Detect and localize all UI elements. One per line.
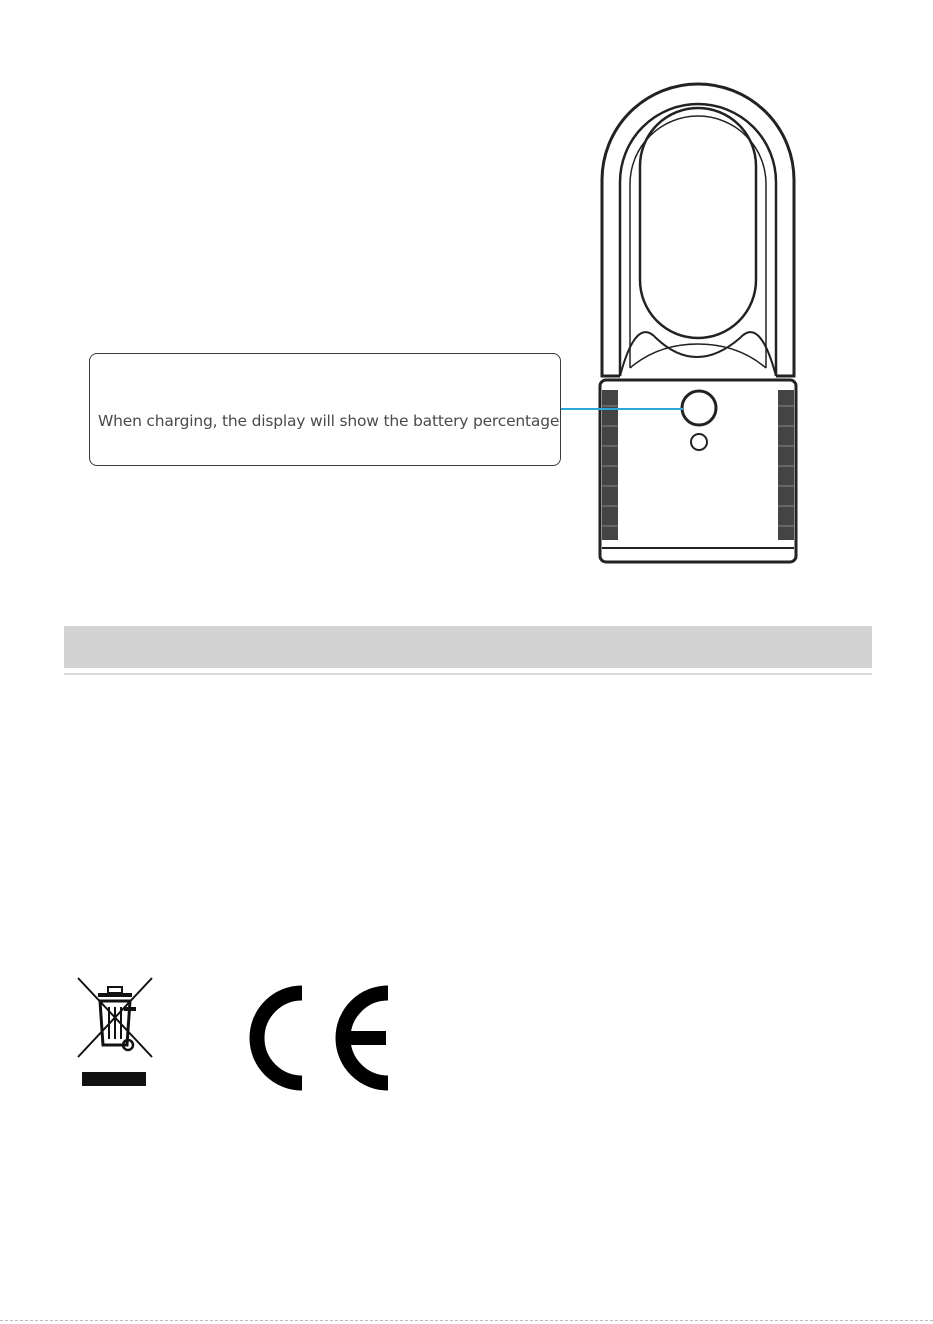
page-bottom-edge	[0, 1320, 933, 1321]
callout-text: When charging, the display will show the battery percentage	[98, 412, 560, 430]
ce-mark-icon	[248, 985, 390, 1091]
section-header-bar	[64, 626, 872, 668]
bladeless-fan-illustration	[596, 76, 800, 568]
section-divider	[64, 673, 872, 675]
callout-leader-line	[561, 408, 683, 410]
callout-box	[89, 353, 561, 466]
crossed-out-wheelie-bin-icon	[74, 975, 156, 1090]
